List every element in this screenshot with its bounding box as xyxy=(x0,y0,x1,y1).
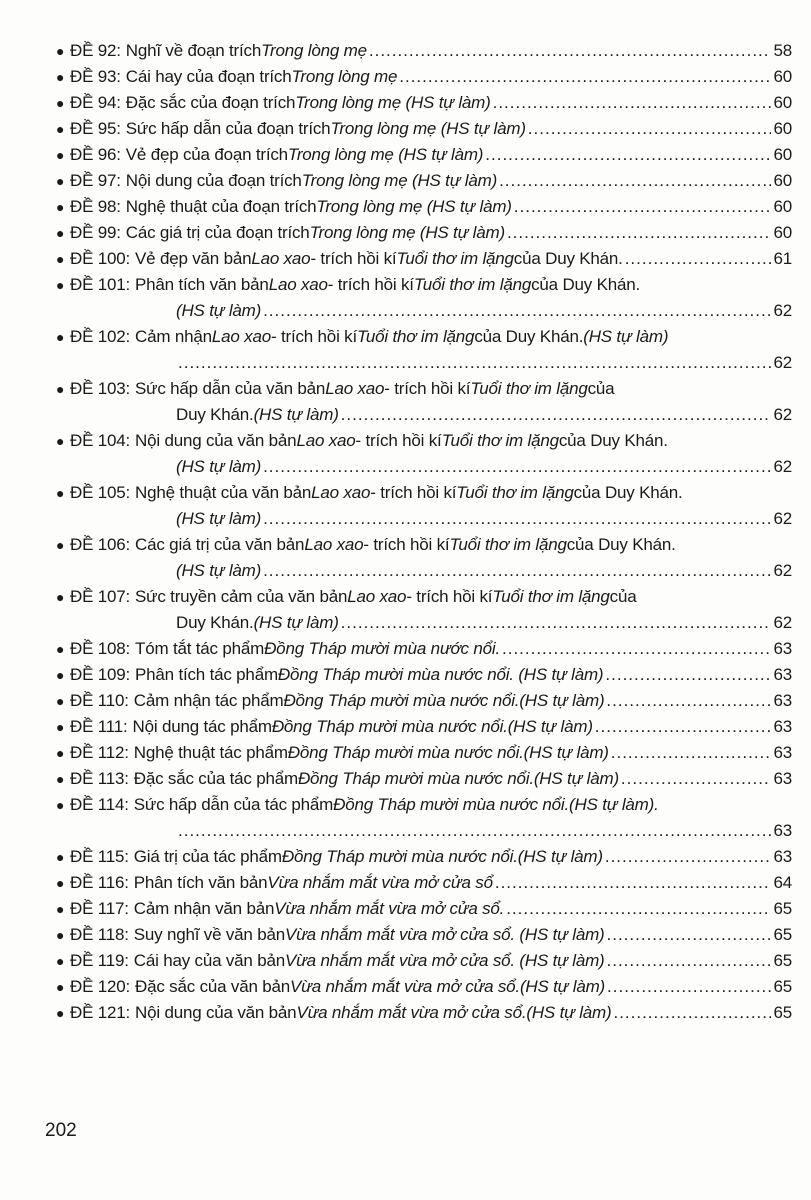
entry-title-italic: Vừa nhắm mắt vừa mở cửa sổ. (HS tự làm) xyxy=(284,925,605,944)
bullet-icon: ● xyxy=(56,667,65,683)
entry-page: 62 xyxy=(773,561,792,580)
entry-label: ĐỀ 97: xyxy=(70,171,121,190)
toc-line xyxy=(56,38,792,64)
entry-page: 65 xyxy=(773,977,792,996)
toc-line xyxy=(56,584,792,610)
toc-entry xyxy=(56,64,792,90)
toc-line xyxy=(56,740,792,766)
entry-title: Nghệ thuật tác phẩm xyxy=(133,743,288,762)
bullet-icon: ● xyxy=(56,225,65,241)
dot-leader xyxy=(178,818,771,844)
entry-label: ĐỀ 113: xyxy=(70,769,129,788)
entry-title-italic: Tuổi thơ im lặng xyxy=(470,379,588,398)
bullet-icon: ● xyxy=(56,693,65,709)
entry-title: Cảm nhận xyxy=(135,327,212,346)
toc-entry xyxy=(56,636,792,662)
entry-label: ĐỀ 93: xyxy=(70,67,121,86)
entry-title: Phân tích tác phẩm xyxy=(135,665,278,684)
entry-page: 63 xyxy=(773,847,792,866)
toc-line xyxy=(56,246,792,272)
entry-page: 64 xyxy=(773,873,792,892)
entry-title: Suy nghĩ về văn bản xyxy=(133,925,285,944)
dot-leader xyxy=(502,636,771,662)
entry-page: 58 xyxy=(773,41,792,60)
bullet-icon: ● xyxy=(56,589,65,605)
table-of-contents xyxy=(56,38,792,1026)
entry-label: ĐỀ 110: xyxy=(70,691,129,710)
entry-page: 60 xyxy=(773,119,792,138)
dot-leader xyxy=(399,64,771,90)
entry-page: 63 xyxy=(773,769,792,788)
toc-line xyxy=(56,168,792,194)
dot-leader xyxy=(507,220,772,246)
toc-entry xyxy=(56,168,792,194)
entry-title-italic: Tuổi thơ im lặng xyxy=(413,275,532,294)
toc-line xyxy=(56,948,792,974)
entry-page: 63 xyxy=(773,717,792,736)
bullet-icon: ● xyxy=(56,875,65,891)
toc-line xyxy=(56,714,792,740)
entry-label: ĐỀ 120: xyxy=(70,977,131,996)
entry-title-italic: Đồng Tháp mười mùa nước nổi. xyxy=(264,639,500,658)
entry-title-italic: Tuổi thơ im lặng xyxy=(441,431,559,450)
entry-page: 63 xyxy=(773,665,792,684)
dot-leader xyxy=(514,194,772,220)
entry-title: Nội dung của văn bản xyxy=(135,1003,297,1022)
toc-line xyxy=(56,142,792,168)
toc-line xyxy=(56,402,792,428)
entry-title-italic: Vừa nhắm mắt vừa mở cửa sổ.(HS tự làm) xyxy=(296,1003,612,1022)
toc-entry xyxy=(56,974,792,1000)
entry-title: của xyxy=(587,379,615,398)
entry-page: 62 xyxy=(773,457,792,476)
entry-title-italic: Đồng Tháp mười mùa nước nổi.(HS tự làm) xyxy=(297,769,619,788)
toc-line xyxy=(56,896,792,922)
dot-leader xyxy=(506,896,771,922)
toc-line xyxy=(56,220,792,246)
entry-title: Duy Khán. xyxy=(176,405,254,424)
dot-leader xyxy=(499,168,771,194)
entry-label: ĐỀ 103: xyxy=(70,379,131,398)
entry-title-italic: Lao xao xyxy=(251,249,311,268)
toc-entry xyxy=(56,532,792,584)
entry-title: Vẻ đẹp văn bản xyxy=(135,249,252,268)
entry-title-italic: Lao xao xyxy=(347,587,407,606)
entry-label: ĐỀ 106: xyxy=(70,535,131,554)
toc-line xyxy=(56,1000,792,1026)
entry-title-italic: Lao xao xyxy=(304,535,364,554)
bullet-icon: ● xyxy=(56,979,65,995)
toc-entry xyxy=(56,1000,792,1026)
entry-page: 60 xyxy=(773,223,792,242)
toc-line xyxy=(56,64,792,90)
toc-line xyxy=(56,636,792,662)
entry-title: Tóm tắt tác phẩm xyxy=(135,639,265,658)
entry-title: Đặc sắc của văn bản xyxy=(135,977,290,996)
entry-title: của Duy Khán. xyxy=(566,535,676,554)
toc-line xyxy=(56,428,792,454)
toc-line xyxy=(56,922,792,948)
entry-title-italic: Vừa nhắm mắt vừa mở cửa sổ.(HS tự làm) xyxy=(290,977,606,996)
entry-page: 62 xyxy=(773,353,792,372)
dot-leader xyxy=(607,948,772,974)
toc-entry xyxy=(56,376,792,428)
dot-leader xyxy=(493,90,772,116)
entry-label: ĐỀ 105: xyxy=(70,483,131,502)
entry-title-italic: Đồng Tháp mười mùa nước nổi.(HS tự làm) xyxy=(287,743,609,762)
toc-entry xyxy=(56,714,792,740)
entry-title-italic: Tuổi thơ im lặng xyxy=(396,249,514,268)
bullet-icon: ● xyxy=(56,277,65,293)
entry-title: - trích hồi kí xyxy=(406,587,493,606)
toc-line xyxy=(56,454,792,480)
dot-leader xyxy=(611,740,772,766)
bullet-icon: ● xyxy=(56,901,65,917)
toc-entry xyxy=(56,428,792,480)
entry-title-italic: Tuổi thơ im lặng xyxy=(357,327,475,346)
entry-title: Nghệ thuật của văn bản xyxy=(135,483,312,502)
toc-entry xyxy=(56,766,792,792)
dot-leader xyxy=(178,350,771,376)
dot-leader xyxy=(613,1000,771,1026)
toc-line xyxy=(56,766,792,792)
entry-title: Vẻ đẹp của đoạn trích xyxy=(125,145,288,164)
entry-title: của Duy Khán. xyxy=(531,275,641,294)
toc-entry xyxy=(56,194,792,220)
dot-leader xyxy=(369,38,772,64)
dot-leader xyxy=(263,454,771,480)
dot-leader xyxy=(263,506,771,532)
toc-entry xyxy=(56,896,792,922)
entry-title-italic: Vừa nhắm mắt vừa mở cửa sổ xyxy=(267,873,493,892)
entry-title-italic: Trong lòng mẹ (HS tự làm) xyxy=(287,145,484,164)
toc-line xyxy=(56,324,792,350)
entry-title: - trích hồi kí xyxy=(363,535,450,554)
entry-title: Duy Khán. xyxy=(176,613,254,632)
entry-title: - trích hồi kí xyxy=(270,327,357,346)
entry-page: 61 xyxy=(773,249,792,268)
dot-leader xyxy=(263,298,771,324)
toc-line xyxy=(56,532,792,558)
dot-leader xyxy=(263,558,771,584)
entry-title-italic: (HS tự làm) xyxy=(253,613,339,632)
entry-label: ĐỀ 118: xyxy=(70,925,129,944)
bullet-icon: ● xyxy=(56,95,65,111)
toc-line xyxy=(56,376,792,402)
entry-label: ĐỀ 101: xyxy=(70,275,131,294)
dot-leader xyxy=(341,402,772,428)
entry-title-italic: Trong lòng mẹ (HS tự làm) xyxy=(316,197,512,216)
entry-title-italic: Lao xao xyxy=(296,431,356,450)
entry-label: ĐỀ 119: xyxy=(70,951,129,970)
entry-title-italic: (HS tự làm) xyxy=(583,327,669,346)
entry-page: 65 xyxy=(773,951,792,970)
entry-title-italic: Lao xao xyxy=(325,379,385,398)
entry-title-italic: Trong lòng mẹ (HS tự làm) xyxy=(309,223,505,242)
toc-line xyxy=(56,272,792,298)
toc-entry xyxy=(56,220,792,246)
entry-title-italic: Đồng Tháp mười mùa nước nổi. (HS tự làm) xyxy=(277,665,604,684)
bullet-icon: ● xyxy=(56,173,65,189)
entry-label: ĐỀ 94: xyxy=(70,93,121,112)
entry-title-italic: Trong lòng mẹ xyxy=(261,41,367,60)
bullet-icon: ● xyxy=(56,927,65,943)
bullet-icon: ● xyxy=(56,849,65,865)
toc-entry xyxy=(56,948,792,974)
entry-title: Nội dung của văn bản xyxy=(135,431,297,450)
bullet-icon: ● xyxy=(56,797,65,813)
entry-title-italic: Vừa nhắm mắt vừa mở cửa sổ. (HS tự làm) xyxy=(284,951,605,970)
entry-page: 60 xyxy=(773,67,792,86)
entry-title-italic: (HS tự làm) xyxy=(176,509,262,528)
entry-title: Đặc sắc của tác phẩm xyxy=(133,769,298,788)
toc-line xyxy=(56,688,792,714)
toc-entry xyxy=(56,922,792,948)
toc-line xyxy=(56,506,792,532)
entry-label: ĐỀ 95: xyxy=(70,119,121,138)
bullet-icon: ● xyxy=(56,381,65,397)
entry-title: Cái hay của văn bản xyxy=(133,951,285,970)
bullet-icon: ● xyxy=(56,485,65,501)
entry-label: ĐỀ 96: xyxy=(70,145,121,164)
entry-page: 63 xyxy=(773,743,792,762)
toc-entry xyxy=(56,740,792,766)
entry-title: Nội dung tác phẩm xyxy=(132,717,272,736)
entry-page: 62 xyxy=(773,613,792,632)
toc-line xyxy=(56,870,792,896)
entry-label: ĐỀ 109: xyxy=(70,665,131,684)
entry-label: ĐỀ 116: xyxy=(70,873,129,892)
entry-title-italic: Đồng Tháp mười mùa nước nổi.(HS tự làm) xyxy=(281,847,603,866)
bullet-icon: ● xyxy=(56,953,65,969)
page-number: 202 xyxy=(45,1120,77,1141)
entry-label: ĐỀ 114: xyxy=(70,795,129,814)
toc-line xyxy=(56,792,792,818)
entry-title-italic: (HS tự làm) xyxy=(176,457,262,476)
toc-line xyxy=(56,610,792,636)
toc-entry xyxy=(56,584,792,636)
entry-title: - trích hồi kí xyxy=(370,483,457,502)
entry-page: 60 xyxy=(773,145,792,164)
dot-leader xyxy=(595,714,772,740)
toc-line xyxy=(56,558,792,584)
entry-page: 60 xyxy=(773,171,792,190)
toc-entry xyxy=(56,142,792,168)
entry-title-italic: Đồng Tháp mười mùa nước nổi.(HS tự làm) xyxy=(283,691,605,710)
bullet-icon: ● xyxy=(56,43,65,59)
entry-label: ĐỀ 98: xyxy=(70,197,121,216)
entry-title-italic: Trong lòng mẹ (HS tự làm) xyxy=(301,171,498,190)
dot-leader xyxy=(625,246,772,272)
entry-page: 65 xyxy=(773,899,792,918)
bullet-icon: ● xyxy=(56,329,65,345)
entry-title: Đặc sắc của đoạn trích xyxy=(125,93,296,112)
entry-page: 62 xyxy=(773,405,792,424)
entry-label: ĐỀ 92: xyxy=(70,41,121,60)
entry-page: 63 xyxy=(773,639,792,658)
entry-title: Nội dung của đoạn trích xyxy=(125,171,302,190)
entry-page: 62 xyxy=(773,301,792,320)
entry-title-italic: Lao xao xyxy=(311,483,371,502)
toc-line xyxy=(56,844,792,870)
entry-label: ĐỀ 99: xyxy=(70,223,121,242)
entry-title: Nghệ thuật của đoạn trích xyxy=(125,197,317,216)
dot-leader xyxy=(341,610,772,636)
entry-title: của xyxy=(609,587,637,606)
entry-title-italic: Trong lòng mẹ (HS tự làm) xyxy=(295,93,491,112)
toc-entry xyxy=(56,38,792,64)
entry-label: ĐỀ 104: xyxy=(70,431,131,450)
bullet-icon: ● xyxy=(56,641,65,657)
entry-label: ĐỀ 108: xyxy=(70,639,131,658)
bullet-icon: ● xyxy=(56,1005,65,1021)
entry-title: - trích hồi kí xyxy=(384,379,471,398)
entry-title-italic: Tuổi thơ im lặng xyxy=(456,483,574,502)
toc-entry xyxy=(56,662,792,688)
toc-entry xyxy=(56,246,792,272)
dot-leader xyxy=(605,662,771,688)
bullet-icon: ● xyxy=(56,719,65,735)
entry-title: Cảm nhận tác phẩm xyxy=(133,691,284,710)
entry-title: của Duy Khán. xyxy=(513,249,623,268)
entry-title-italic: Đồng Tháp mười mùa nước nổi.(HS tự làm). xyxy=(333,795,659,814)
entry-page: 62 xyxy=(773,509,792,528)
entry-title-italic: (HS tự làm) xyxy=(176,561,262,580)
toc-line xyxy=(56,116,792,142)
dot-leader xyxy=(485,142,771,168)
entry-title: Phân tích văn bản xyxy=(135,275,269,294)
toc-entry xyxy=(56,792,792,844)
bullet-icon: ● xyxy=(56,745,65,761)
toc-entry xyxy=(56,116,792,142)
entry-title-italic: Tuổi thơ im lặng xyxy=(492,587,610,606)
toc-line xyxy=(56,818,792,844)
bullet-icon: ● xyxy=(56,771,65,787)
entry-title-italic: (HS tự làm) xyxy=(253,405,339,424)
entry-label: ĐỀ 121: xyxy=(70,1003,131,1022)
entry-title-italic: (HS tự làm) xyxy=(176,301,262,320)
entry-title-italic: Trong lòng mẹ (HS tự làm) xyxy=(330,119,526,138)
entry-label: ĐỀ 107: xyxy=(70,587,131,606)
entry-title: của Duy Khán. xyxy=(558,431,668,450)
entry-label: ĐỀ 115: xyxy=(70,847,129,866)
entry-title: Sức hấp dẫn của tác phẩm xyxy=(133,795,334,814)
entry-title-italic: Trong lòng mẹ xyxy=(291,67,398,86)
dot-leader xyxy=(607,922,772,948)
toc-entry xyxy=(56,324,792,376)
entry-page: 60 xyxy=(773,197,792,216)
dot-leader xyxy=(495,870,772,896)
entry-title: Các giá trị của văn bản xyxy=(135,535,305,554)
entry-title: Sức truyền cảm của văn bản xyxy=(135,587,348,606)
toc-entry xyxy=(56,90,792,116)
entry-label: ĐỀ 112: xyxy=(70,743,129,762)
bullet-icon: ● xyxy=(56,147,65,163)
entry-title: - trích hồi kí xyxy=(310,249,397,268)
entry-title-italic: Tuổi thơ im lặng xyxy=(449,535,567,554)
entry-title: của Duy Khán. xyxy=(573,483,683,502)
entry-title: Cảm nhận văn bản xyxy=(133,899,275,918)
dot-leader xyxy=(605,844,772,870)
entry-page: 65 xyxy=(773,925,792,944)
toc-line xyxy=(56,90,792,116)
entry-label: ĐỀ 100: xyxy=(70,249,131,268)
entry-page: 60 xyxy=(773,93,792,112)
entry-title: Sức hấp dẫn của đoạn trích xyxy=(125,119,331,138)
dot-leader xyxy=(528,116,772,142)
bullet-icon: ● xyxy=(56,121,65,137)
entry-title-italic: Lao xao xyxy=(211,327,271,346)
dot-leader xyxy=(621,766,772,792)
entry-title: Các giá trị của đoạn trích xyxy=(125,223,310,242)
toc-line xyxy=(56,298,792,324)
entry-label: ĐỀ 102: xyxy=(70,327,131,346)
toc-line xyxy=(56,662,792,688)
bullet-icon: ● xyxy=(56,251,65,267)
toc-line xyxy=(56,350,792,376)
entry-label: ĐỀ 111: xyxy=(70,717,128,736)
entry-page: 65 xyxy=(773,1003,792,1022)
toc-entry xyxy=(56,480,792,532)
entry-title: Giá trị của tác phẩm xyxy=(133,847,282,866)
entry-title-italic: Vừa nhắm mắt vừa mở cửa sổ. xyxy=(274,899,505,918)
bullet-icon: ● xyxy=(56,199,65,215)
toc-entry xyxy=(56,688,792,714)
bullet-icon: ● xyxy=(56,537,65,553)
entry-page: 63 xyxy=(773,821,792,840)
dot-leader xyxy=(606,688,771,714)
entry-title: Sức hấp dẫn của văn bản xyxy=(135,379,326,398)
toc-entry xyxy=(56,870,792,896)
entry-page: 63 xyxy=(773,691,792,710)
entry-title: của Duy Khán. xyxy=(474,327,584,346)
entry-title: - trích hồi kí xyxy=(355,431,442,450)
entry-title: Phân tích văn bản xyxy=(133,873,268,892)
toc-line xyxy=(56,480,792,506)
dot-leader xyxy=(607,974,771,1000)
toc-line xyxy=(56,194,792,220)
entry-label: ĐỀ 117: xyxy=(70,899,129,918)
entry-title-italic: Lao xao xyxy=(268,275,328,294)
toc-line xyxy=(56,974,792,1000)
toc-entry xyxy=(56,272,792,324)
bullet-icon: ● xyxy=(56,433,65,449)
bullet-icon: ● xyxy=(56,69,65,85)
entry-title: - trích hồi kí xyxy=(327,275,414,294)
entry-title: Nghĩ về đoạn trích xyxy=(125,41,262,60)
entry-title-italic: Đồng Tháp mười mùa nước nổi.(HS tự làm) xyxy=(271,717,593,736)
toc-entry xyxy=(56,844,792,870)
entry-title: Cái hay của đoạn trích xyxy=(125,67,292,86)
